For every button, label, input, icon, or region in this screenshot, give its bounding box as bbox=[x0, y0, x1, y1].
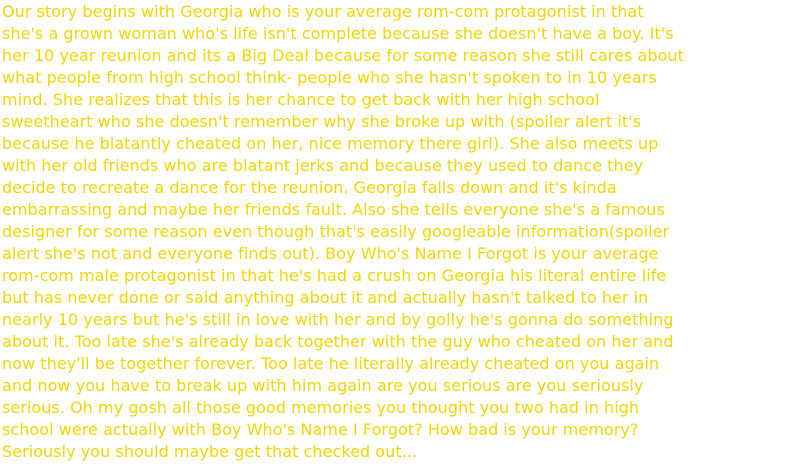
text-line: designer for some reason even though that's easily googleable information(spoiler bbox=[2, 222, 670, 241]
text-line: she's a grown woman who's life isn't complete because she doesn't have a boy. It's bbox=[2, 24, 674, 43]
review-text bbox=[2, 1, 800, 463]
text-line: what people from high school think- people who she hasn't spoken to in 10 years bbox=[2, 68, 657, 87]
text-line: Seriously you should maybe get that checked out... bbox=[2, 442, 418, 461]
text-line: rom-com male protagonist in that he's had a crush on Georgia his literal entire life bbox=[2, 266, 667, 285]
text-line: alert she's not and everyone finds out). Boy Who's Name I Forgot is your average bbox=[2, 244, 659, 263]
text-line: but has never done or said anything about it and actually hasn't talked to her in bbox=[2, 288, 649, 307]
text-line: decide to recreate a dance for the reunion. Georgia falls down and it's kinda bbox=[2, 178, 617, 197]
text-line: embarrassing and maybe her friends fault. Also she tells everyone she's a famous bbox=[2, 200, 665, 219]
text-line: because he blatantly cheated on her, nice memory there girl). She also meets up bbox=[2, 134, 659, 153]
text-line: her 10 year reunion and its a Big Deal because for some reason she still cares about bbox=[2, 46, 684, 65]
text-line: school were actually with Boy Who's Name I Forgot? How bad is your memory? bbox=[2, 420, 639, 439]
text-line: about it. Too late she's already back together with the guy who cheated on her and bbox=[2, 332, 674, 351]
text-line: mind. She realizes that this is her chance to get back with her high school bbox=[2, 90, 600, 109]
text-line: serious. Oh my gosh all those good memories you thought you two had in high bbox=[2, 398, 640, 417]
text-line: now they'll be together forever. Too late he literally already cheated on you again bbox=[2, 354, 660, 373]
text-line: with her old friends who are blatant jerks and because they used to dance they bbox=[2, 156, 644, 175]
text-line: Our story begins with Georgia who is your average rom-com protagonist in that bbox=[2, 2, 644, 21]
text-line: nearly 10 years but he's still in love with her and by golly he's gonna do something bbox=[2, 310, 674, 329]
text-line: and now you have to break up with him again are you serious are you seriously bbox=[2, 376, 644, 395]
text-line: sweetheart who she doesn't remember why she broke up with (spoiler alert it's bbox=[2, 112, 642, 131]
